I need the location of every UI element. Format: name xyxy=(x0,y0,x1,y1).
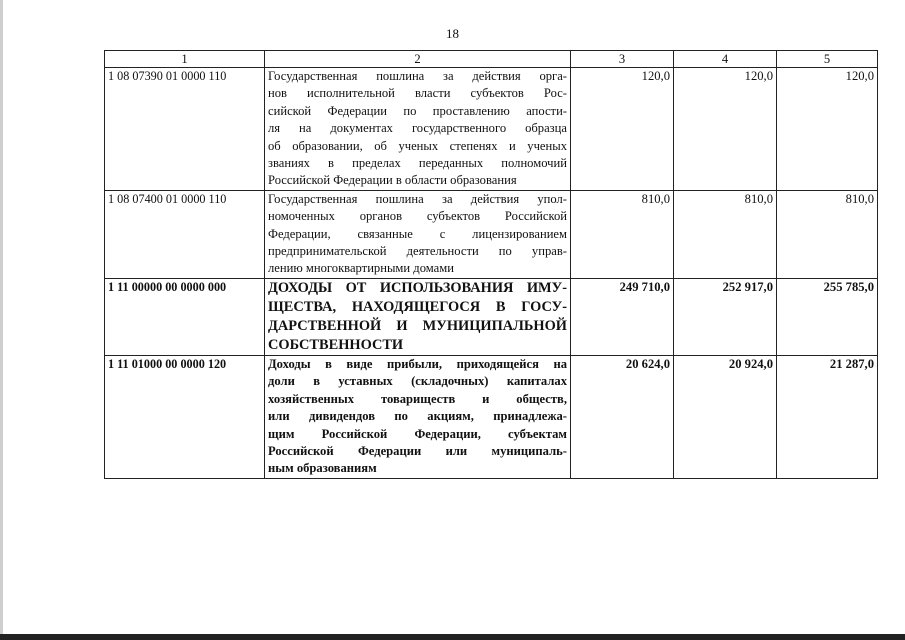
revenue-name-line: щим Российской Федерации, субъектам xyxy=(268,426,567,441)
value-column-3: 20 624,0 xyxy=(571,355,674,478)
revenue-code: 1 08 07400 01 0000 110 xyxy=(105,190,265,278)
table-body xyxy=(105,68,878,479)
revenue-name-line: ДАРСТВЕННОЙ И МУНИЦИПАЛЬНОЙ xyxy=(268,317,567,334)
value-column-5: 120,0 xyxy=(777,68,878,191)
revenue-name-line: СОБСТВЕННОСТИ xyxy=(268,336,404,353)
revenue-name-line: предпринимательской деятельности по управ- xyxy=(268,244,567,259)
value-column-5: 21 287,0 xyxy=(777,355,878,478)
page-number: 18 xyxy=(446,26,459,41)
revenue-name-line: Государственная пошлина за действия орга- xyxy=(268,69,567,83)
value-column-3: 249 710,0 xyxy=(571,278,674,355)
revenue-name-line: Российской Федерации в области образования xyxy=(268,173,517,188)
revenue-name xyxy=(265,278,571,355)
scan-left-edge xyxy=(0,0,3,640)
value-column-5: 810,0 xyxy=(777,190,878,278)
revenue-code: 1 11 00000 00 0000 000 xyxy=(105,278,265,355)
revenue-name-line: ным образованиям xyxy=(268,461,377,476)
column-header-1: 1 xyxy=(105,51,265,68)
revenue-name-line: званиях в пределах переданных полномочий xyxy=(268,156,567,171)
table-row xyxy=(105,355,878,478)
value-column-3: 120,0 xyxy=(571,68,674,191)
column-header-2: 2 xyxy=(265,51,571,68)
revenue-name-line: об образовании, об ученых степенях и ученых xyxy=(268,138,567,153)
revenue-name-line: Государственная пошлина за действия упол- xyxy=(268,191,567,206)
revenue-name-line: нов исполнительной власти субъектов Рос- xyxy=(268,86,567,101)
revenue-name-line: Доходы в виде прибыли, приходящейся на xyxy=(268,356,567,371)
revenue-name xyxy=(265,190,571,278)
header-row xyxy=(105,51,878,68)
revenue-name-line: ДОХОДЫ ОТ ИСПОЛЬЗОВАНИЯ ИМУ- xyxy=(268,279,567,296)
table-row xyxy=(105,68,878,191)
revenue-name-line: ля на документах государственного образца xyxy=(268,121,567,136)
column-header-4: 4 xyxy=(674,51,777,68)
value-column-3: 810,0 xyxy=(571,190,674,278)
revenue-name-line: ЩЕСТВА, НАХОДЯЩЕГОСЯ В ГОСУ- xyxy=(268,298,567,315)
revenue-code: 1 11 01000 00 0000 120 xyxy=(105,355,265,478)
budget-revenue-table xyxy=(104,50,878,479)
revenue-name-line: номоченных органов субъектов Российской xyxy=(268,209,567,224)
value-column-4: 120,0 xyxy=(674,68,777,191)
revenue-name-line: лению многоквартирными домами xyxy=(268,261,454,276)
revenue-name xyxy=(265,68,571,191)
value-column-5: 255 785,0 xyxy=(777,278,878,355)
revenue-name-line: Федерации, связанные с лицензированием xyxy=(268,226,567,241)
revenue-name-line: хозяйственных товариществ и обществ, xyxy=(268,391,567,406)
revenue-name-line: доли в уставных (складочных) капиталах xyxy=(268,374,567,389)
column-header-5: 5 xyxy=(777,51,878,68)
value-column-4: 252 917,0 xyxy=(674,278,777,355)
revenue-name xyxy=(265,355,571,478)
revenue-code: 1 08 07390 01 0000 110 xyxy=(105,68,265,191)
table-row xyxy=(105,278,878,355)
revenue-name-line: сийской Федерации по проставлению апости- xyxy=(268,103,567,118)
value-column-4: 810,0 xyxy=(674,190,777,278)
column-header-3: 3 xyxy=(571,51,674,68)
table-row xyxy=(105,190,878,278)
revenue-name-line: или дивидендов по акциям, принадлежа- xyxy=(268,409,567,424)
value-column-4: 20 924,0 xyxy=(674,355,777,478)
revenue-name-line: Российской Федерации или муниципаль- xyxy=(268,443,567,458)
scan-bottom-edge xyxy=(0,634,905,640)
